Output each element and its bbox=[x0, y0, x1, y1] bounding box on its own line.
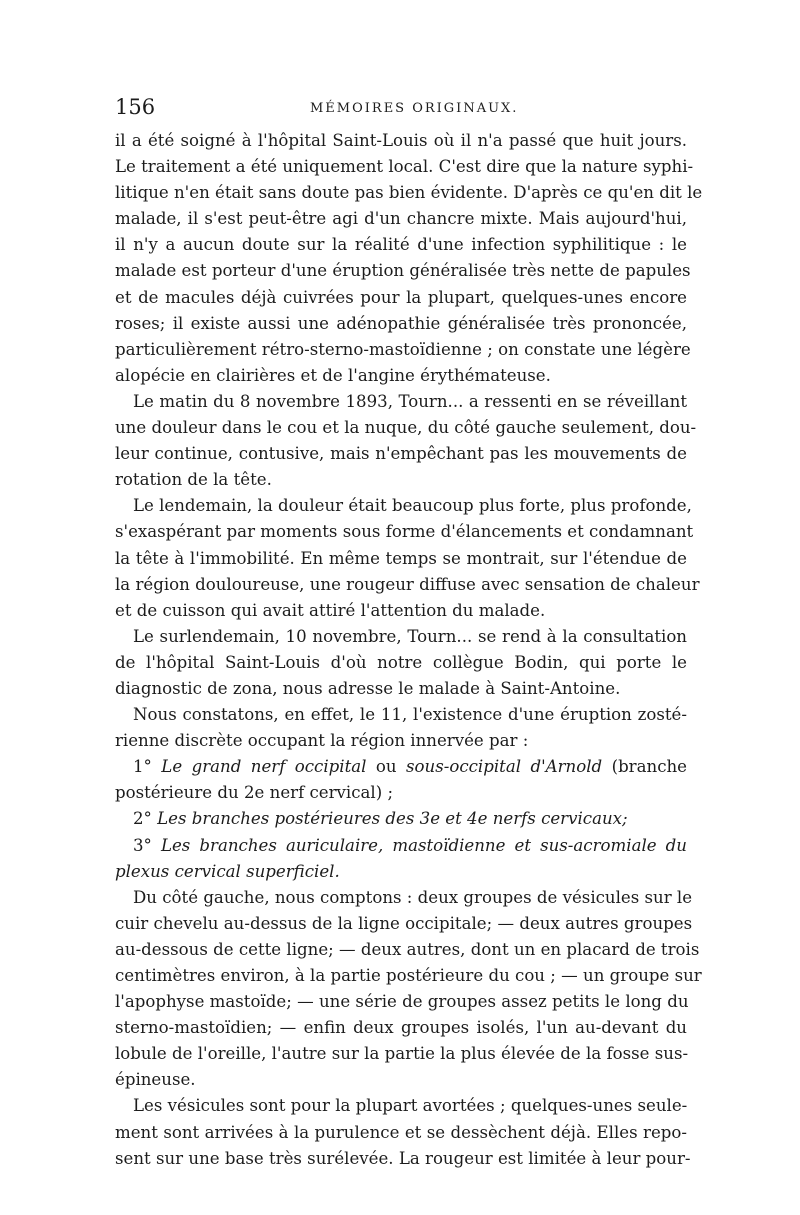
text-line: la région douloureuse, une rougeur diffuse avec sensation de chaleur bbox=[115, 574, 700, 594]
text-line: rienne discrète occupant la région innervée par : bbox=[115, 731, 529, 751]
paragraph-6 bbox=[115, 885, 702, 1094]
text-line: Du côté gauche, nous comptons : deux groupes de vésicules sur le bbox=[133, 887, 693, 907]
text-line: sterno-mastoïdien; — enfin deux groupes isolés, l'un au-devant du bbox=[115, 1018, 687, 1038]
list-italic-text: sous-occipital d'Arnold bbox=[406, 757, 603, 777]
list-italic-text: Le grand nerf occipital bbox=[161, 757, 367, 777]
page-header bbox=[115, 95, 690, 125]
list-text: (branche bbox=[602, 757, 687, 777]
text-line: et de macules déjà cuivrées pour la plupart, quelques-unes encore bbox=[115, 287, 687, 307]
text-line: litique n'en était sans doute pas bien évidente. D'après ce qu'en dit le bbox=[115, 183, 703, 203]
text-line: de l'hôpital Saint-Louis d'où notre collègue Bodin, qui porte le bbox=[115, 652, 687, 672]
text-line: au-dessous de cette ligne; — deux autres, dont un en placard de trois bbox=[115, 939, 700, 959]
text-line: Nous constatons, en effet, le 11, l'existence d'une éruption zosté- bbox=[133, 705, 687, 725]
list-item-1 bbox=[115, 754, 687, 780]
text-line: Le matin du 8 novembre 1893, Tourn... a ressenti en se réveillant bbox=[133, 391, 687, 411]
list-text: ou bbox=[366, 757, 407, 777]
text-line: l'apophyse mastoïde; — une série de groupes assez petits le long du bbox=[115, 992, 689, 1012]
text-line: lobule de l'oreille, l'autre sur la partie la plus élevée de la fosse sus- bbox=[115, 1044, 689, 1064]
text-line: s'exaspérant par moments sous forme d'élancements et condamnant bbox=[115, 522, 694, 542]
list-italic-text: Les branches auriculaire, mastoïdienne et sus-acromiale du bbox=[160, 835, 687, 855]
list-number: 1° bbox=[133, 757, 152, 777]
list-italic-text: Les branches postérieures des 3e et 4e nerfs cervicaux; bbox=[157, 809, 628, 829]
text-line: Le surlendemain, 10 novembre, Tourn... se rend à la consultation bbox=[133, 626, 687, 646]
text-line: une douleur dans le cou et la nuque, du côté gauche seulement, dou- bbox=[115, 418, 697, 438]
text-line: la tête à l'immobilité. En même temps se montrait, sur l'étendue de bbox=[115, 548, 687, 568]
text-line: Le lendemain, la douleur était beaucoup plus forte, plus profonde, bbox=[133, 496, 692, 516]
nerve-list bbox=[115, 754, 687, 884]
paragraph-7 bbox=[115, 1093, 691, 1171]
text-line: roses; il existe aussi une adénopathie généralisée très prononcée, bbox=[115, 313, 687, 333]
text-line: épineuse. bbox=[115, 1070, 196, 1090]
text-line: particulièrement rétro-sterno-mastoïdienne ; on constate une légère bbox=[115, 339, 691, 359]
paragraph-3 bbox=[115, 493, 700, 623]
text-line: leur continue, contusive, mais n'empêchant pas les mouvements de bbox=[115, 444, 687, 464]
paragraph-2 bbox=[115, 389, 697, 493]
text-line: ment sont arrivées à la purulence et se dessèchent déjà. Elles repo- bbox=[115, 1122, 687, 1142]
text-line: malade est porteur d'une éruption généralisée très nette de papules bbox=[115, 261, 691, 281]
text-line: diagnostic de zona, nous adresse le malade à Saint-Antoine. bbox=[115, 678, 621, 698]
paragraph-5 bbox=[115, 702, 687, 754]
list-number: 3° bbox=[133, 835, 152, 855]
list-item-1-continued: postérieure du 2e nerf cervical) ; bbox=[115, 783, 394, 803]
text-line: alopécie en clairières et de l'angine érythémateuse. bbox=[115, 365, 551, 385]
list-item-3 bbox=[115, 833, 687, 859]
list-number: 2° bbox=[133, 809, 152, 829]
paragraph-1 bbox=[115, 128, 703, 389]
text-line: sent sur une base très surélevée. La rougeur est limitée à leur pour- bbox=[115, 1148, 691, 1168]
page-number: 156 bbox=[115, 95, 156, 119]
running-title: MÉMOIRES ORIGINAUX. bbox=[310, 101, 519, 116]
text-line: et de cuisson qui avait attiré l'attention du malade. bbox=[115, 600, 546, 620]
text-line: il a été soigné à l'hôpital Saint-Louis où il n'a passé que huit jours. bbox=[115, 131, 687, 150]
text-line: Le traitement a été uniquement local. C'est dire que la nature syphi- bbox=[115, 157, 694, 177]
text-line: rotation de la tête. bbox=[115, 470, 272, 490]
list-item-3-continued: plexus cervical superficiel. bbox=[115, 861, 340, 881]
text-line: cuir chevelu au-dessus de la ligne occipitale; — deux autres groupes bbox=[115, 913, 693, 933]
text-line: malade, il s'est peut-être agi d'un chancre mixte. Mais aujourd'hui, bbox=[115, 209, 687, 229]
body-text bbox=[115, 128, 703, 1172]
list-item-2 bbox=[115, 806, 687, 832]
text-line: Les vésicules sont pour la plupart avortées ; quelques-unes seule- bbox=[133, 1096, 688, 1116]
paragraph-4 bbox=[115, 624, 687, 702]
text-line: il n'y a aucun doute sur la réalité d'une infection syphilitique : le bbox=[115, 235, 687, 255]
text-line: centimètres environ, à la partie postérieure du cou ; — un groupe sur bbox=[115, 966, 702, 985]
